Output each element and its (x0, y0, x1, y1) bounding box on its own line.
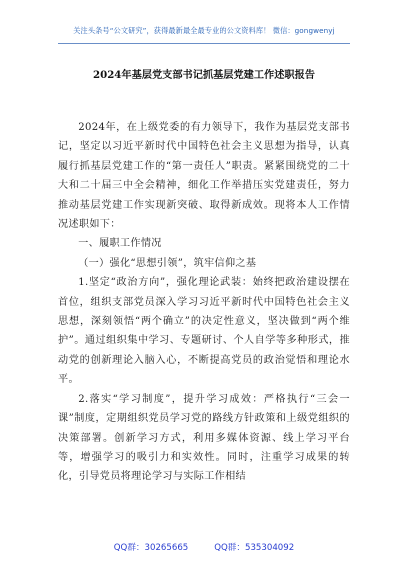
body-paragraph-1: 1.坚定“政治方向”，强化理论武装：始终把政治建设摆在首位，组织支部党员深入学习习近平新时代中国特色社会主义思想，深刻领悟“两个确立”的决定性意义，坚决做到“两个维护”。通过组织集中学习、专题研讨、个人自学等多种形式，推动党的创新理论入脑入心，不断提高党员的政治觉悟和理论水平。 (58, 277, 350, 386)
header-divider (58, 43, 350, 44)
body-paragraph-2: 2.落实“学习制度”，提升学习成效：严格执行“三会一课”制度，定期组织党员学习党的路线方针政策和上级党组织的决策部署。创新学习方式，利用多媒体资源、线上学习平台等，增强学习的吸引力和实效性。同时，注重学习成果的转化，引导党员将理论学习与实际工作相结 (58, 393, 350, 483)
section-heading: 一、履职工作情况 (78, 238, 162, 250)
document-title: 2024年基层党支部书记抓基层党建工作述职报告 (93, 69, 315, 81)
header-banner: 关注头条号“公文研究”，获得最新最全最专业的公文资料库！ 微信：gongwenyj (73, 26, 335, 35)
subsection-heading: （一）强化“思想引领”，筑牢信仰之基 (78, 257, 257, 269)
qq-group-1-number: 30265665 (144, 543, 189, 553)
footer-contact (0, 541, 408, 553)
document-body (58, 118, 350, 487)
qq-group-2-number: 535304092 (244, 543, 295, 553)
qq-group-2-label: QQ群： (214, 543, 245, 553)
qq-group-1-label: QQ群： (113, 543, 145, 553)
intro-paragraph: 2024年，在上级党委的有力领导下，我作为基层党支部书记，坚定以习近平新时代中国特色社会主义思想为指导，认真履行抓基层党建工作的“第一责任人”职责。紧紧围绕党的二十大和二十届三中全会精神，细化工作举措压实党建责任，努力推动基层党建工作实现新突破、取得新成效。现将本人工作情况述职如下： (58, 122, 350, 231)
